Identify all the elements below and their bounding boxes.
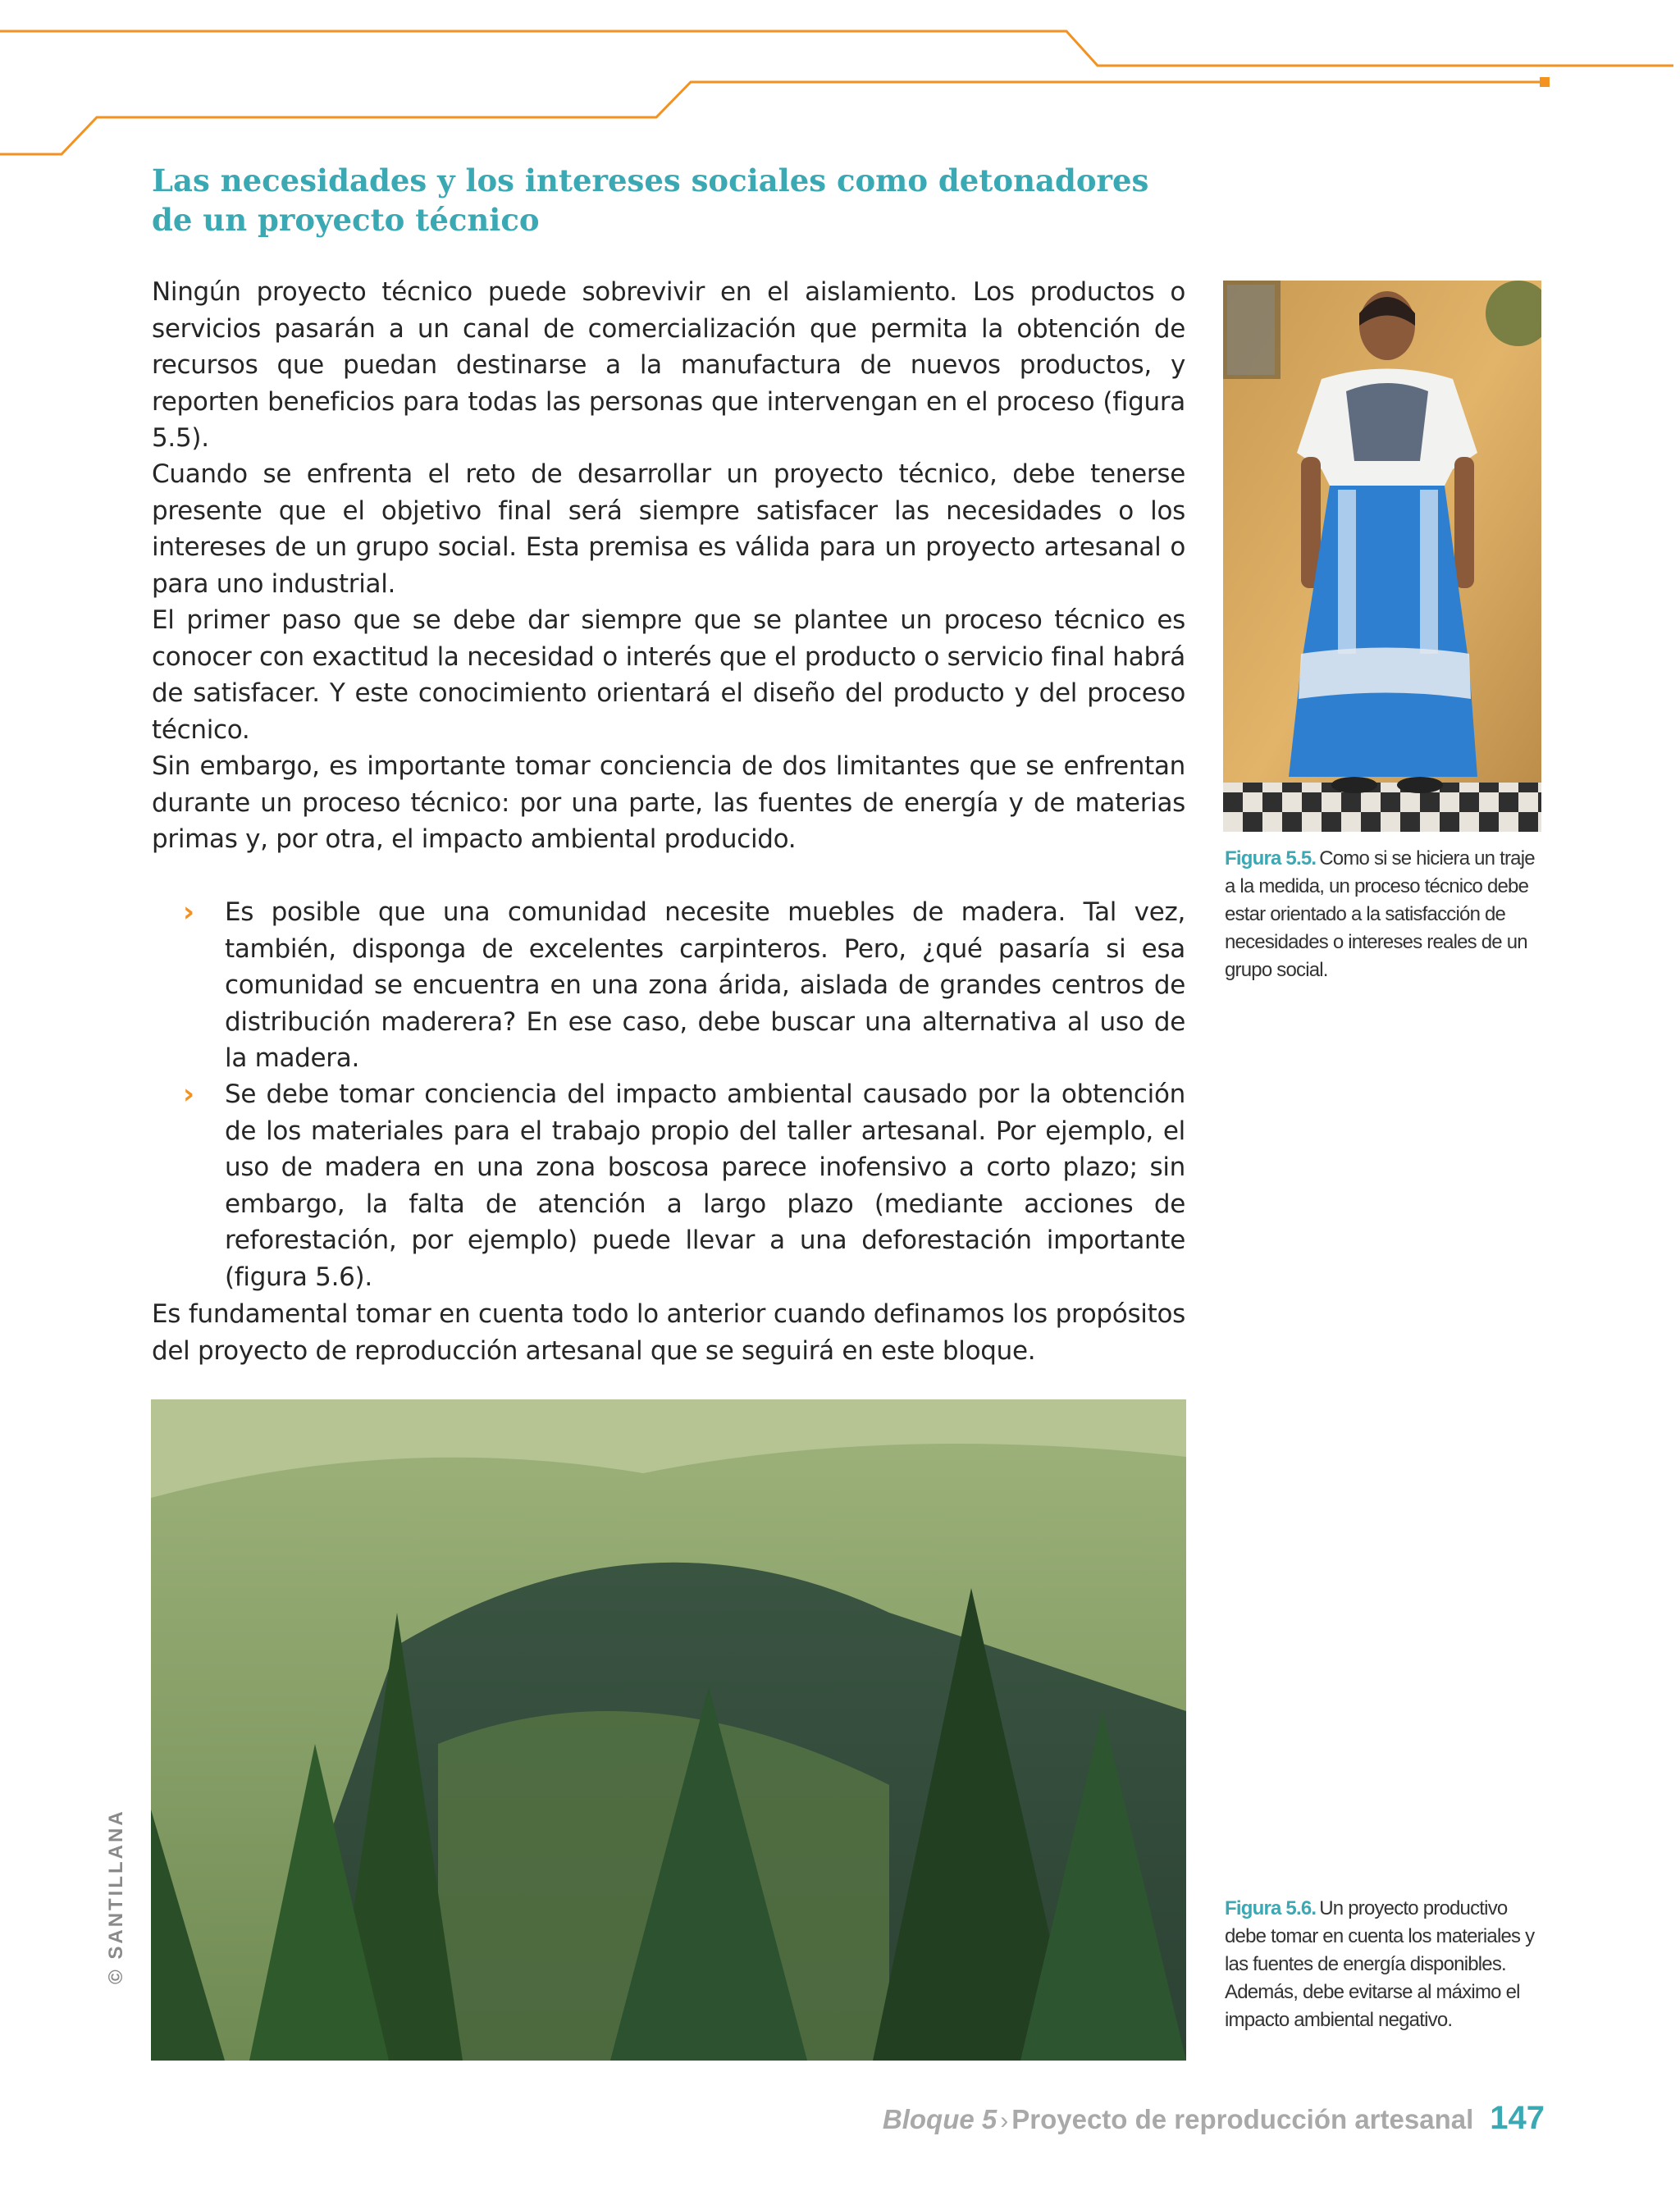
chevron-right-icon: ›: [183, 896, 195, 929]
closing-paragraph: Es fundamental tomar en cuenta todo lo anterior cuando definamos los propósitos del proyecto de reproducción artesanal que se seguirá en este bloque.: [152, 1299, 1185, 1366]
figure-5-5-caption-text: Como si se hiciera un traje a la medida, un proceso técnico debe estar orientado a la satisfacción de necesidades o intereses reales de un grupo social.: [1225, 847, 1535, 981]
figure-5-5-caption: [1225, 845, 1545, 984]
figure-5-6-caption: [1225, 1895, 1545, 2034]
copyright-text: © SANTILLANA: [105, 1809, 127, 1984]
figure-5-5-label: Figura 5.5.: [1225, 847, 1317, 870]
copyright-notice: [100, 1809, 127, 1985]
figure-5-6-photo: [151, 1399, 1186, 2061]
figure-5-6-caption-text: Un proyecto productivo debe tomar en cuenta los materiales y las fuentes de energía disponibles. Además, debe evitarse al máximo el impacto ambiental negativo.: [1225, 1897, 1535, 2031]
paragraph-2: Cuando se enfrenta el reto de desarrollar un proyecto técnico, debe tenerse presente que el objetivo final será siempre satisfacer las necesidades o los intereses de un grupo social. Esta premisa es válida para un proyecto artesanal o para uno industrial.: [152, 459, 1185, 599]
footer-title: Proyecto de reproducción artesanal: [1011, 2104, 1474, 2134]
figure-5-5-photo: [1223, 281, 1541, 832]
footer-bloque: Bloque 5: [882, 2104, 998, 2134]
paragraph-3: El primer paso que se debe dar siempre que se plantee un proceso técnico es conocer con exactitud la necesidad o interés que el producto o servicio final habrá de satisfacer. Y este conocimiento orientará el diseño del producto y del proceso técnico.: [152, 605, 1185, 745]
page-footer: [883, 2100, 1545, 2137]
forest-illustration: [151, 1399, 1186, 2061]
page-number: 147: [1490, 2100, 1545, 2136]
bullet-text-1: Es posible que una comunidad necesite muebles de madera. Tal vez, también, disponga de excelentes carpinteros. Pero, ¿qué pasaría si esa comunidad se encuentra en una zona árida, aislada de grandes centros de distribución maderera? En ese caso, debe buscar una alternativa al uso de la madera.: [225, 897, 1185, 1073]
chevron-right-icon: ›: [183, 1078, 195, 1111]
bullet-text-2: Se debe tomar conciencia del impacto ambiental causado por la obtención de los materiales para el trabajo propio del taller artesanal. Por ejemplo, el uso de madera en una zona boscosa parece inofensivo a corto plazo; sin embargo, la falta de atención a largo plazo (mediante acciones de reforestación, por ejemplo) puede llevar a una deforestación importante (figura 5.6).: [225, 1079, 1185, 1292]
header-decoration: [0, 0, 1680, 164]
figure-5-6-label: Figura 5.6.: [1225, 1897, 1317, 1919]
footer-separator: ›: [1000, 2107, 1009, 2134]
paragraph-4: Sin embargo, es importante tomar conciencia de dos limitantes que se enfrentan durante un proceso técnico: por una parte, las fuentes de energía y de materias primas y, por otra, el impacto ambiental producido.: [152, 751, 1185, 854]
paragraph-1: Ningún proyecto técnico puede sobrevivir en el aislamiento. Los productos o servicios pasarán a un canal de comercialización que permita la obtención de recursos que puedan destinarse a la manufactura de nuevos productos, y reporten beneficios para todas las personas que intervengan en el proceso (figura 5.5).: [152, 277, 1185, 453]
section-heading: [152, 161, 1177, 240]
section-heading-line-2: de un proyecto técnico: [152, 202, 540, 238]
section-heading-line-1: Las necesidades y los intereses sociales como detonadores: [152, 162, 1149, 199]
woman-traditional-dress-illustration: [1223, 281, 1541, 832]
